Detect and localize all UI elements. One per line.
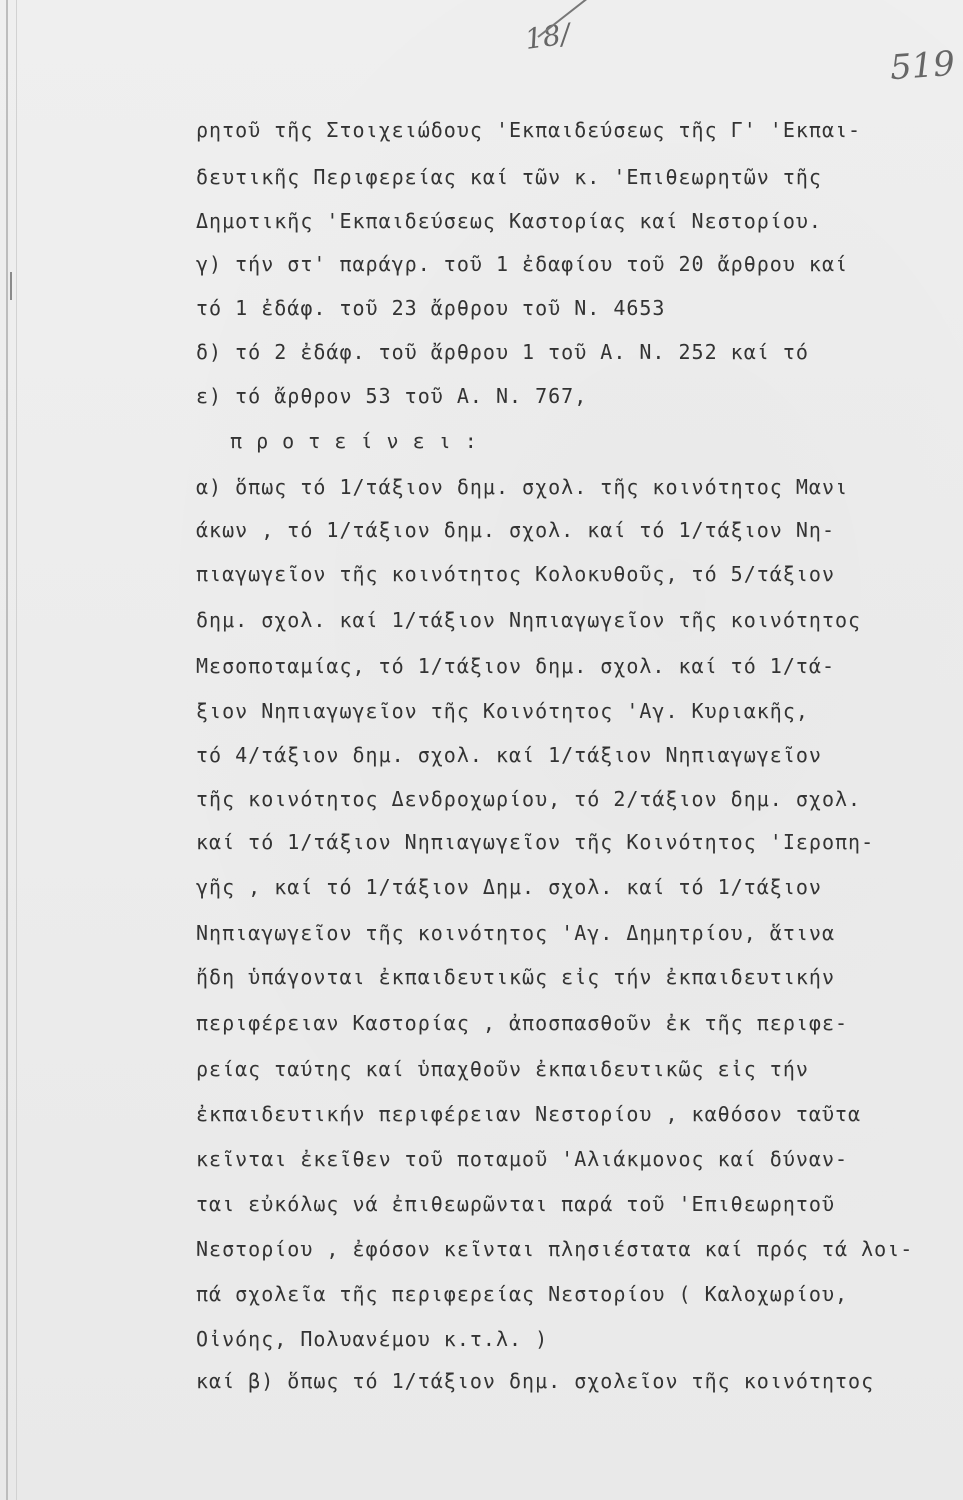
text-line: γ) τήν στ' παράγρ. τοῦ 1 ἐδαφίου τοῦ 20 ἄρθρου καί bbox=[196, 252, 849, 276]
text-line: ρητοῦ τῆς Στοιχειώδους 'Εκπαιδεύσεως τῆς Γ' 'Εκπαι- bbox=[196, 118, 862, 142]
text-line: ξιον Νηπιαγωγεῖον τῆς Κοινότητος 'Αγ. Κυριακῆς, bbox=[196, 699, 809, 723]
text-line: π ρ ο τ ε ί ν ε ι : bbox=[230, 429, 478, 453]
text-line: Δημοτικῆς 'Εκπαιδεύσεως Καστορίας καί Νεστορίου. bbox=[196, 209, 822, 233]
text-line: ἐκπαιδευτικήν περιφέρειαν Νεστορίου , καθόσον ταῦτα bbox=[196, 1102, 862, 1126]
text-line: πιαγωγεῖον τῆς κοινότητος Κολοκυθοῦς, τό 5/τάξιον bbox=[196, 562, 836, 586]
text-line: άκων , τό 1/τάξιον δημ. σχολ. καί τό 1/τάξιον Νη- bbox=[196, 518, 836, 542]
page-edge-inner bbox=[16, 0, 17, 1500]
text-line: τό 1 ἐδάφ. τοῦ 23 ἄρθρου τοῦ Ν. 4653 bbox=[196, 296, 666, 320]
text-line: Νηπιαγωγεῖον τῆς κοινότητος 'Αγ. Δημητρίου, ἅτινα bbox=[196, 921, 836, 945]
text-line: Μεσοποταμίας, τό 1/τάξιον δημ. σχολ. καί τό 1/τά- bbox=[196, 654, 836, 678]
text-line: α) ὅπως τό 1/τάξιον δημ. σχολ. τῆς κοινότητος Μανι bbox=[196, 475, 849, 499]
text-line: δευτικῆς Περιφερείας καί τῶν κ. 'Επιθεωρητῶν τῆς bbox=[196, 165, 822, 189]
text-line: γῆς , καί τό 1/τάξιον Δημ. σχολ. καί τό 1/τάξιον bbox=[196, 875, 822, 899]
text-line: ε) τό ἄρθρον 53 τοῦ Α. Ν. 767, bbox=[196, 384, 588, 408]
text-line: ἤδη ὑπάγονται ἐκπαιδευτικῶς εἰς τήν ἐκπαιδευτικήν bbox=[196, 965, 836, 989]
text-line: καί β) ὅπως τό 1/τάξιον δημ. σχολεῖον τῆς κοινότητος bbox=[196, 1369, 875, 1393]
text-line: Νεστορίου , ἐφόσον κεῖνται πλησιέστατα καί πρός τά λοι- bbox=[196, 1237, 914, 1261]
text-line: τῆς κοινότητος Δενδροχωρίου, τό 2/τάξιον δημ. σχολ. bbox=[196, 787, 862, 811]
text-line: καί τό 1/τάξιον Νηπιαγωγεῖον τῆς Κοινότητος 'Ιεροπη- bbox=[196, 830, 875, 854]
text-line: δημ. σχολ. καί 1/τάξιον Νηπιαγωγεῖον τῆς κοινότητος bbox=[196, 608, 862, 632]
text-line: δ) τό 2 ἐδάφ. τοῦ ἄρθρου 1 τοῦ Α. Ν. 252 καί τό bbox=[196, 340, 809, 364]
text-line: τό 4/τάξιον δημ. σχολ. καί 1/τάξιον Νηπιαγωγεῖον bbox=[196, 743, 822, 767]
text-line: κεῖνται ἐκεῖθεν τοῦ ποταμοῦ 'Αλιάκμονος καί δύναν- bbox=[196, 1147, 849, 1171]
text-line: περιφέρειαν Καστορίας , ἀποσπασθοῦν ἐκ τῆς περιφε- bbox=[196, 1011, 849, 1035]
page-edge bbox=[6, 0, 8, 1500]
margin-mark bbox=[10, 272, 12, 300]
text-line: πά σχολεῖα τῆς περιφερείας Νεστορίου ( Καλοχωρίου, bbox=[196, 1282, 849, 1306]
text-line: ρείας ταύτης καί ὑπαχθοῦν ἐκπαιδευτικῶς εἰς τήν bbox=[196, 1057, 809, 1081]
text-line: Οἰνόης, Πολυανέμου κ.τ.λ. ) bbox=[196, 1327, 549, 1351]
handwritten-folio-left: 18/ bbox=[522, 17, 573, 56]
handwritten-folio-right: 519 bbox=[888, 43, 957, 89]
text-line: ται εὐκόλως νά ἐπιθεωρῶνται παρά τοῦ 'Επιθεωρητοῦ bbox=[196, 1192, 836, 1216]
